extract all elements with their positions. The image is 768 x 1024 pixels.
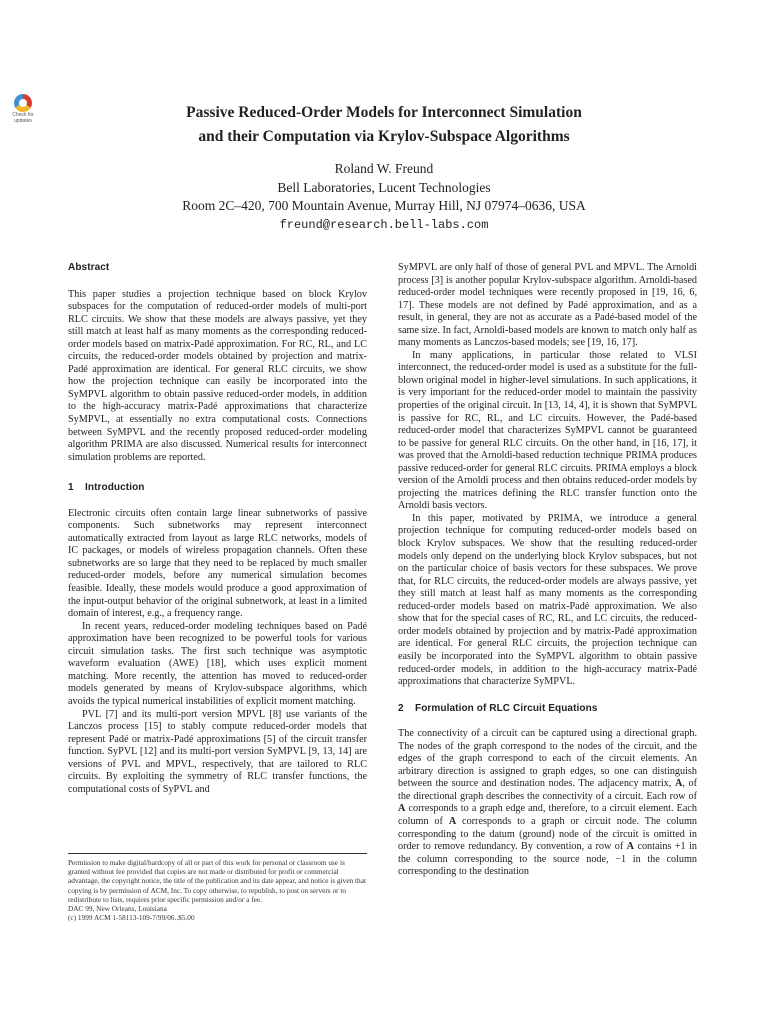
paper-title (0, 101, 768, 149)
copyright-footnote (68, 853, 367, 922)
intro-paragraph-5: In many applications, in particular those related to VLSI interconnect, the reduced-order model is used as a substitute for the full-blown original model in higher-level simulations. In such applications, it is very important for the reduced-order model to maintain the passivity properties of the original circuit. In [13, 14, 4], it is shown that SyMPVL is passive for RC, RL, and LC circuits. However, the Padé-based reduced-order model that characterizes SyMPVL cannot be guaranteed to be passive for general RLC circuits. On the other hand, in [16, 17], it was proved that the Arnoldi-based reduction technique PRIMA produces passive reduced-order for general RLC circuits. PRIMA employs a block version of the Arnoldi process and then obtains reduced-order models by projecting the matrices defining the RLC transfer function onto the Arnoldi basis vectors. (398, 349, 697, 512)
text-run: , of the directional graph describes the connectivity of a circuit. Each row of (398, 778, 697, 802)
author-address: Room 2C–420, 700 Mountain Avenue, Murray Hill, NJ 07974–0636, USA (182, 198, 586, 213)
venue: DAC 99, New Orleans, Louisiana (68, 904, 167, 914)
text-run: corresponds to a graph or circuit node. The column corresponding to the datum (ground) node of the circuit is omitted in order to remove redundancy. By convention, a row of (398, 815, 698, 853)
left-column (68, 262, 367, 796)
matrix-symbol: A (626, 841, 635, 853)
right-column (398, 262, 697, 879)
matrix-symbol: A (448, 815, 457, 827)
formulation-heading (398, 703, 697, 716)
intro-paragraph-3: PVL [7] and its multi-port version MPVL [8] use variants of the Lanczos process [15] to stably compute reduced-order models that represent Padé or matrix-Padé approximations [5] of the circuit transfer function. SyPVL [12] and its multi-port version SyMPVL [9, 13, 14] are versions of PVL and MPVL, respectively, that are tailored to RLC circuits. By exploiting the symmetry of RLC transfer functions, the computational costs of SyPVL and (68, 708, 367, 795)
badge-label-1: Check for (12, 112, 34, 118)
section-number: 1 (68, 482, 74, 494)
introduction-heading (68, 482, 367, 495)
author-block (0, 160, 768, 234)
abstract-text: This paper studies a projection technique based on block Krylov subspaces for the computation of reduced-order models of multi-port RLC circuits. We show that these models are always passive, yet they still match at least half as many moments as the corresponding reduced-order models based on matrix-Padé approximation. For RC, RL, and LC circuits, the reduced-order models obtained by projection and matrix-Padé approximation are identical. For general RLC circuits, we show how the projection technique can easily be incorporated into the SyMPVL algorithm to obtain passive reduced-order models, in addition to the high-accuracy matrix-Padé approximations that characterize SyMPVL, at essentially no extra computational costs. Connections between SyMPVL and the recently proposed reduced-order modeling algorithm PRIMA are also discussed. Numerical results for interconnect simulation problems are reported. (68, 288, 367, 463)
badge-label-2: updates (14, 118, 32, 124)
section-title: Introduction (85, 482, 145, 494)
intro-paragraph-1: Electronic circuits often contain large linear subnetworks of passive components. Such subnetworks may represent interconnect automatically extracted from layout as large RLC networks, models of IC packages, or models of wireless propagation channels. Often these subnetworks are so large that they need to be replaced by much smaller reduced-order models, before any numerical simulation becomes feasible. Ideally, these models would produce a good approximation of the input-output behavior of the original subnetwork, at least in a limited domain of interest, e.g., a frequency range. (68, 507, 367, 620)
author-email[interactable]: freund@research.bell-labs.com (279, 217, 489, 232)
abstract-heading: Abstract (68, 262, 110, 273)
text-run: corresponds to a graph edge and, therefore, to a circuit element. Each column of (398, 803, 697, 827)
section-number: 2 (398, 702, 404, 714)
permission-notice: Permission to make digital/hardcopy of all or part of this work for personal or classroom use is granted without fee provided that copies are not made or distributed for profit or commercial advantage, the copyright notice, the title of the publication and its date appear, and notice is given that copying is by permission of ACM, Inc. To copy otherwise, to republish, to post on servers or to redistribute to lists, requires prior specific permission and/or a fee. (68, 858, 366, 904)
text-run: The connectivity of a circuit can be captured using a directional graph. The nodes of the graph correspond to the nodes of the circuit, and the edges of the graph correspond to each of the circuit elements. An arbitrary direction is assigned to graph edges, so one can distinguish between the source and destination nodes. The adjacency matrix, (398, 728, 697, 790)
intro-paragraph-6: In this paper, motivated by PRIMA, we introduce a general projection technique for computing reduced-order models based on block Krylov subspaces. We show that the resulting reduced-order models only depend on the underlying block Krylov subspaces, but not on the particular choice of basis vectors for these subspaces. We prove that, for RLC circuits, the reduced-order models are always passive, yet they still match at least half as many moments as the corresponding reduced-order models based on matrix-Padé approximation. We also show that for the special cases of RC, RL, and LC circuits, the reduced-order models obtained by projection and by matrix-Padé approximation are identical. For general RLC circuits, the projection technique can easily be incorporated into the SyMPVL algorithm to obtain passive reduced-order models, in addition to the high-accuracy matrix-Padé approximations that characterize SyMPVL. (398, 512, 697, 688)
section-title: Formulation of RLC Circuit Equations (415, 702, 598, 714)
title-line-2: and their Computation via Krylov-Subspace Algorithms (198, 128, 570, 145)
matrix-symbol: A (398, 803, 406, 815)
author-name: Roland W. Freund (334, 161, 434, 176)
copyright-line: (c) 1999 ACM 1-58113-109-7/99/06..$5.00 (68, 913, 195, 923)
title-line-1: Passive Reduced-Order Models for Interconnect Simulation (186, 104, 582, 121)
intro-paragraph-4: SyMPVL are only half of those of general PVL and MPVL. The Arnoldi process [3] is another popular Krylov-subspace algorithm. Arnoldi-based reduced-order model techniques were recently proposed in [19, 16, 6, 17]. These models are not defined by Padé approximation, and as a result, in general, they are not as accurate as a Padé-based model of the same size. In fact, Arnoldi-based models are known to match only half as many moments as Lanczos-based models; see [19, 16, 17]. (398, 262, 697, 349)
formulation-paragraph-1 (398, 728, 697, 879)
text-run: contains +1 in the column corresponding to the source node, −1 in the column corresponding to the destination (398, 841, 697, 878)
intro-paragraph-2: In recent years, reduced-order modeling techniques based on Padé approximation have been recognized to be powerful tools for various circuit simulation tasks. The first such technique was asymptotic waveform evaluation (AWE) [18], which uses explicit moment matching. More recently, the attention has moved to reduced-order models generated by means of Krylov-subspace algorithms, which avoids the typical numerical instabilities of explicit moment matching. (68, 620, 367, 707)
author-affiliation: Bell Laboratories, Lucent Technologies (277, 179, 491, 195)
matrix-symbol: A (674, 778, 683, 790)
